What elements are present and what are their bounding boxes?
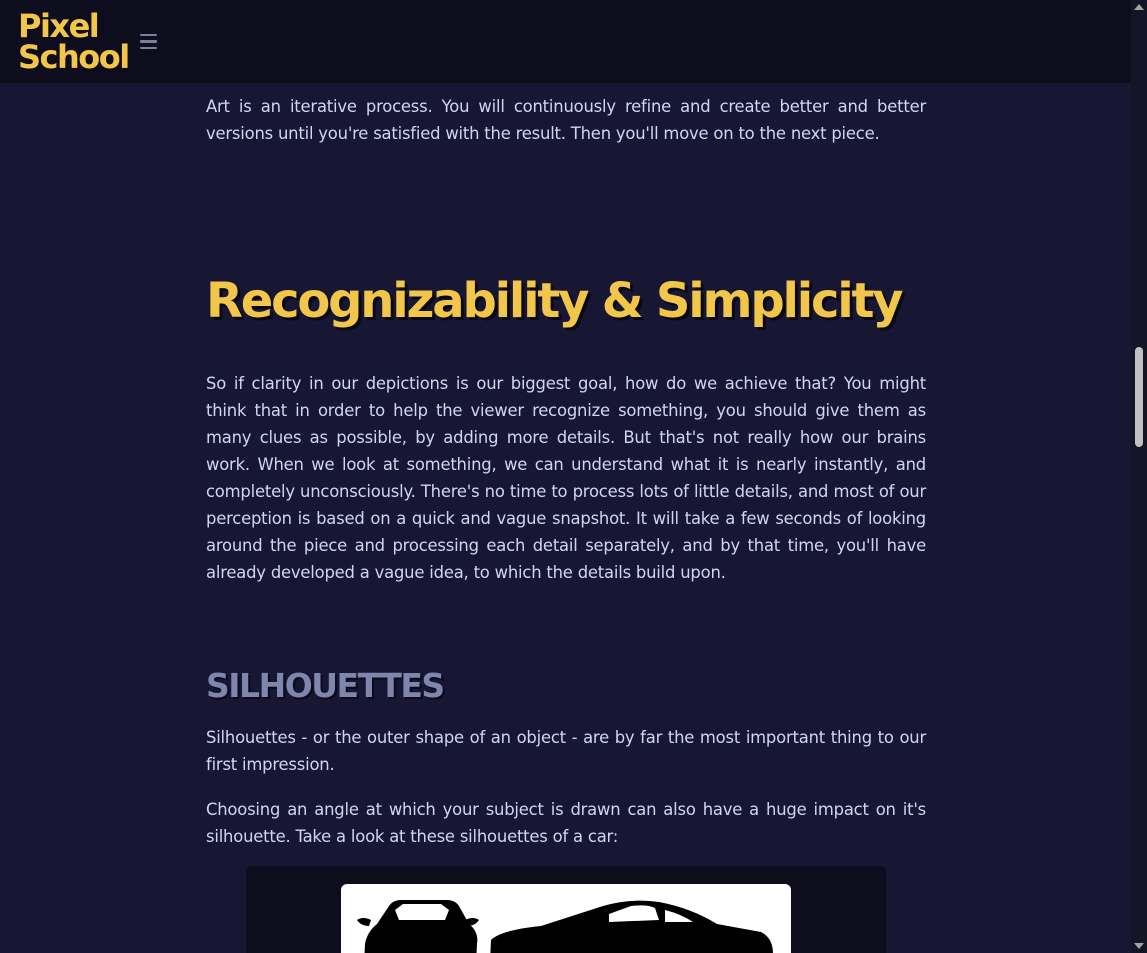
car-silhouettes-figure [246,866,886,953]
scrollbar-thumb[interactable] [1135,347,1143,447]
logo-line-1: Pixel [18,6,99,45]
car-silhouettes-image [341,884,791,953]
section-heading: Recognizability & Simplicity [206,273,902,329]
scroll-down-arrow-icon[interactable] [1134,943,1144,949]
scroll-up-arrow-icon[interactable] [1134,4,1144,10]
article-content [206,83,926,850]
top-navigation-bar [0,0,1131,83]
page-scrollbar[interactable] [1131,0,1147,953]
logo-line-2: School [18,37,129,76]
section-paragraph: So if clarity in our depictions is our biggest goal, how do we achieve that? You might think that in order to help the viewer recognize something, you should give them as many clues as possible, by adding more details. But that's not really how our brains work. When we look at something, we can understand what it is nearly instantly, and completely unconsciously. There's no time to process lots of little details, and most of our perception is based on a quick and vague snapshot. It will take a few seconds of looking around the piece and processing each detail separately, and by that time, you'll have already developed a vague idea, to which the details build upon. [206,374,926,582]
site-logo[interactable] [18,6,129,76]
silhouettes-paragraph-1: Silhouettes - or the outer shape of an object - are by far the most important thing to our first impression. [206,728,926,774]
intro-paragraph: Art is an iterative process. You will continuously refine and create better and better versions until you're satisfied with the result. Then you'll move on to the next piece. [206,97,926,143]
silhouettes-heading: SILHOUETTES [206,666,444,705]
car-silhouettes-icon [341,884,791,953]
silhouettes-paragraph-2: Choosing an angle at which your subject is drawn can also have a huge impact on it's silhouette. Take a look at these silhouettes of a car: [206,800,926,846]
hamburger-menu-icon[interactable] [140,32,160,52]
